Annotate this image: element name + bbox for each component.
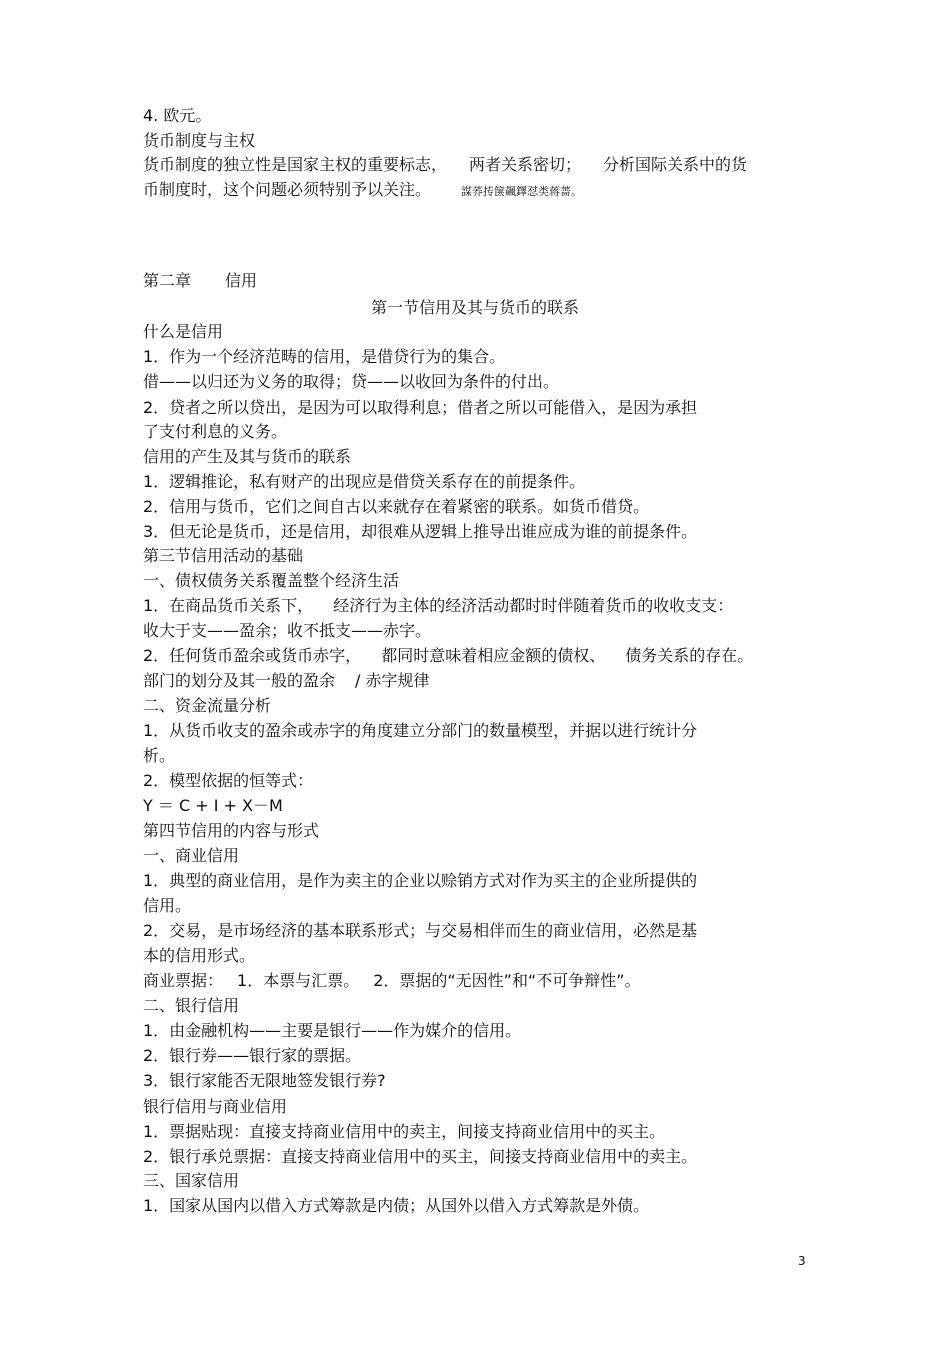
chapter-heading	[143, 271, 257, 291]
text-line: 收大于支——盈余；收不抵支——赤字。	[143, 621, 432, 640]
garbled-text: 謀荞抟箧飆鐸怼类蒋蔷。	[461, 185, 583, 198]
text-line: 了支付利息的义务。	[143, 422, 288, 441]
text-line: 2．银行券——银行家的票据。	[143, 1046, 362, 1065]
text-segment: 商业票据：	[143, 971, 224, 990]
text-line: 1．票据贴现：直接支持商业信用中的卖主，间接支持商业信用中的买主。	[143, 1122, 666, 1141]
text-segment: 货币制度的独立性是国家主权的重要标志，	[143, 155, 448, 174]
text-segment: 部门的划分及其一般的盈余	[143, 671, 336, 690]
section-heading: 二、资金流量分析	[143, 696, 272, 715]
text-line: 2．信用与货币，它们之间自古以来就存在着紧密的联系。如货币借贷。	[143, 497, 650, 516]
text-segment: 2．任何货币盈余或货币赤字，	[143, 646, 362, 665]
text-line	[143, 180, 582, 200]
text-line: 信用。	[143, 896, 192, 915]
section-heading: 银行信用与商业信用	[143, 1097, 288, 1116]
text-line: 本的信用形式。	[143, 946, 256, 965]
text-line: 1．逻辑推论，私有财产的出现应是借贷关系存在的前提条件。	[143, 472, 586, 491]
text-segment: 1．在商品货币关系下，	[143, 596, 314, 615]
text-line: 3．银行家能否无限地签发银行券?	[143, 1071, 386, 1090]
text-line: 1．国家从国内以借入方式筹款是内债；从国外以借入方式筹款是外债。	[143, 1196, 650, 1215]
text-line: 1．由金融机构——主要是银行——作为媒介的信用。	[143, 1021, 522, 1040]
text-segment: / 赤字规律	[355, 671, 430, 690]
section-heading: 二、银行信用	[143, 996, 240, 1015]
text-line: 2．银行承兑票据：直接支持商业信用中的买主，间接支持商业信用中的卖主。	[143, 1147, 698, 1166]
section-heading: 货币制度与主权	[143, 131, 256, 150]
text-line	[143, 596, 733, 616]
text-segment: 1．本票与汇票。	[237, 971, 360, 990]
text-line: 4. 欧元。	[143, 106, 212, 125]
section-heading: 什么是信用	[143, 322, 224, 341]
text-segment: 2．票据的“无因性”和“不可争辩性”。	[373, 971, 641, 990]
text-line: 3．但无论是货币，还是信用，却很难从逻辑上推导出谁应成为谁的前提条件。	[143, 522, 698, 541]
section-heading	[143, 671, 430, 691]
text-line	[143, 971, 641, 991]
chapter-title: 信用	[225, 271, 258, 290]
section-heading: 信用的产生及其与货币的联系	[143, 447, 352, 466]
text-line: 1．从货币收支的盈余或赤字的角度建立分部门的数量模型，并据以进行统计分	[143, 721, 698, 740]
text-line: 2．模型依据的恒等式：	[143, 771, 314, 790]
text-segment: 分析国际关系中的货	[603, 155, 748, 174]
section-heading: 三、国家信用	[143, 1171, 240, 1190]
text-line: 借——以归还为义务的取得；贷——以收回为条件的付出。	[143, 372, 560, 391]
section-heading: 一、债权债务关系覆盖整个经济生活	[143, 571, 400, 590]
text-line: 1．作为一个经济范畴的信用，是借贷行为的集合。	[143, 347, 506, 366]
page-number: 3	[798, 1254, 806, 1268]
text-segment: 债务关系的存在。	[625, 646, 754, 665]
section-heading: 一、商业信用	[143, 846, 240, 865]
text-segment: 两者关系密切；	[469, 155, 582, 174]
text-line: 1．典型的商业信用，是作为卖主的企业以赊销方式对作为买主的企业所提供的	[143, 871, 698, 890]
text-line: 析。	[143, 746, 176, 765]
text-line: 2．贷者之所以贷出，是因为可以取得利息；借者之所以可能借入，是因为承担	[143, 398, 698, 417]
text-line	[143, 646, 753, 666]
text-line	[143, 155, 747, 175]
chapter-number: 第二章	[143, 271, 192, 290]
text-segment: 经济行为主体的经济活动都时时伴随着货币的收收支支：	[333, 596, 734, 615]
formula: Y ＝ C + I + X－M	[143, 796, 283, 815]
text-segment: 币制度时，这个问题必须特别予以关注。	[143, 180, 432, 199]
text-line: 2．交易，是市场经济的基本联系形式；与交易相伴而生的商业信用，必然是基	[143, 921, 698, 940]
text-segment: 都同时意味着相应金额的债权、	[381, 646, 606, 665]
section-heading: 第三节信用活动的基础	[143, 546, 304, 565]
section-title: 第一节信用及其与货币的联系	[370, 298, 579, 317]
section-heading: 第四节信用的内容与形式	[143, 821, 320, 840]
